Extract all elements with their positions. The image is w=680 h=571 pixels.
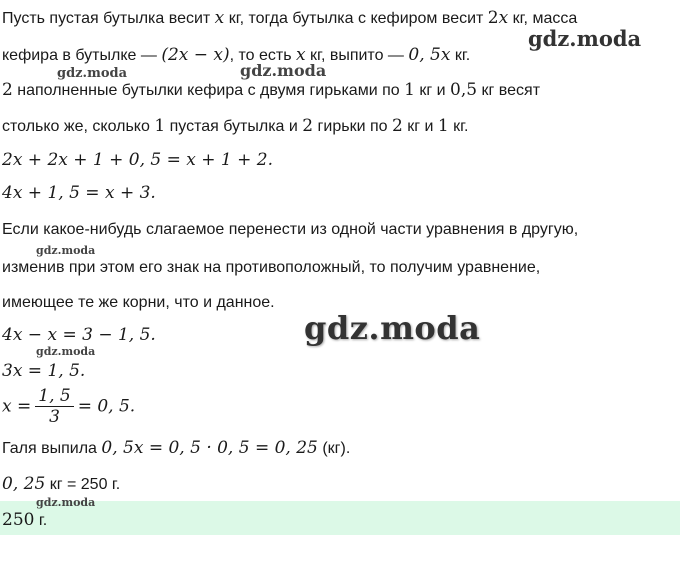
math-var: x: [214, 8, 225, 28]
fraction: [35, 386, 73, 427]
rule-line-3: имеющее те же корни, что и данное.: [2, 294, 275, 311]
text: наполненные бутылки кефира с двумя гирьками по: [12, 82, 405, 99]
watermark: gdz.moda: [36, 496, 96, 509]
math-expression: (2x − x): [161, 45, 230, 65]
math-lhs: x =: [2, 396, 32, 417]
watermark-big: gdz.moda: [304, 309, 481, 347]
math-num: 2: [487, 8, 499, 28]
solution-line-2: [2, 45, 470, 66]
solution-line-3: [2, 80, 540, 101]
watermark-header: gdz.moda: [528, 26, 642, 51]
text: столько же, сколько: [2, 118, 155, 135]
equation-2: 4x + 1, 5 = x + 3.: [2, 183, 156, 203]
answer-line: [2, 510, 47, 531]
text: Галя выпила: [2, 440, 102, 457]
math-expression: 0, 25: [2, 474, 46, 494]
math-var: x: [498, 8, 509, 28]
rule-line-2: изменив при этом его знак на противоположный, то получим уравнение,: [2, 259, 541, 276]
math-expression: 0, 5x: [408, 45, 451, 65]
text: Пусть пустая бутылка весит: [2, 10, 215, 27]
rule-line-1: Если какое-нибудь слагаемое перенести из одной части уравнения в другую,: [2, 221, 579, 238]
text: пустая бутылка и: [165, 118, 303, 135]
answer-unit: г.: [34, 512, 48, 529]
watermark: gdz.moda: [36, 244, 96, 257]
text: кг, выпито —: [305, 47, 409, 64]
equation-5: [2, 386, 135, 427]
math-num: 0,5: [450, 80, 478, 100]
equation-3: 4x − x = 3 − 1, 5.: [2, 325, 156, 345]
text: кг и: [414, 82, 451, 99]
text: кг, тогда бутылка с кефиром весит: [224, 10, 488, 27]
text: кг и: [402, 118, 438, 135]
math-num: 2: [302, 116, 314, 136]
math-num: 1: [154, 116, 166, 136]
solution-line-4: [2, 116, 469, 137]
text: кг, масса: [508, 10, 578, 27]
text: кг = 250 г.: [45, 476, 121, 493]
math-num: 1: [404, 80, 415, 100]
equation-1: 2x + 2x + 1 + 0, 5 = x + 1 + 2.: [2, 150, 273, 170]
text: (кг).: [317, 440, 351, 457]
answer-highlight: [0, 501, 680, 535]
watermark: gdz.moda: [240, 61, 327, 80]
text: , то есть: [229, 47, 297, 64]
solution-line-10: [2, 438, 350, 459]
solution-line-11: [2, 474, 120, 495]
math-var: x: [296, 45, 306, 65]
text: гирьки по: [313, 118, 392, 135]
answer-value: 250: [2, 510, 35, 530]
fraction-denominator: 3: [49, 407, 60, 427]
math-num: 2: [2, 80, 13, 100]
text: кг.: [450, 47, 471, 64]
text: кг.: [448, 118, 469, 135]
math-num: 1: [437, 116, 449, 136]
watermark: gdz.moda: [57, 66, 128, 81]
watermark: gdz.moda: [36, 345, 96, 358]
math-rhs: = 0, 5.: [77, 396, 136, 417]
math-expression: 0, 5x = 0, 5 · 0, 5 = 0, 25: [101, 438, 318, 458]
math-num: 2: [391, 116, 403, 136]
text: кг весят: [477, 82, 541, 99]
equation-4: 3x = 1, 5.: [2, 361, 86, 381]
text: кефира в бутылке —: [2, 47, 162, 64]
solution-line-1: [2, 8, 577, 29]
fraction-numerator: 1, 5: [35, 386, 73, 407]
